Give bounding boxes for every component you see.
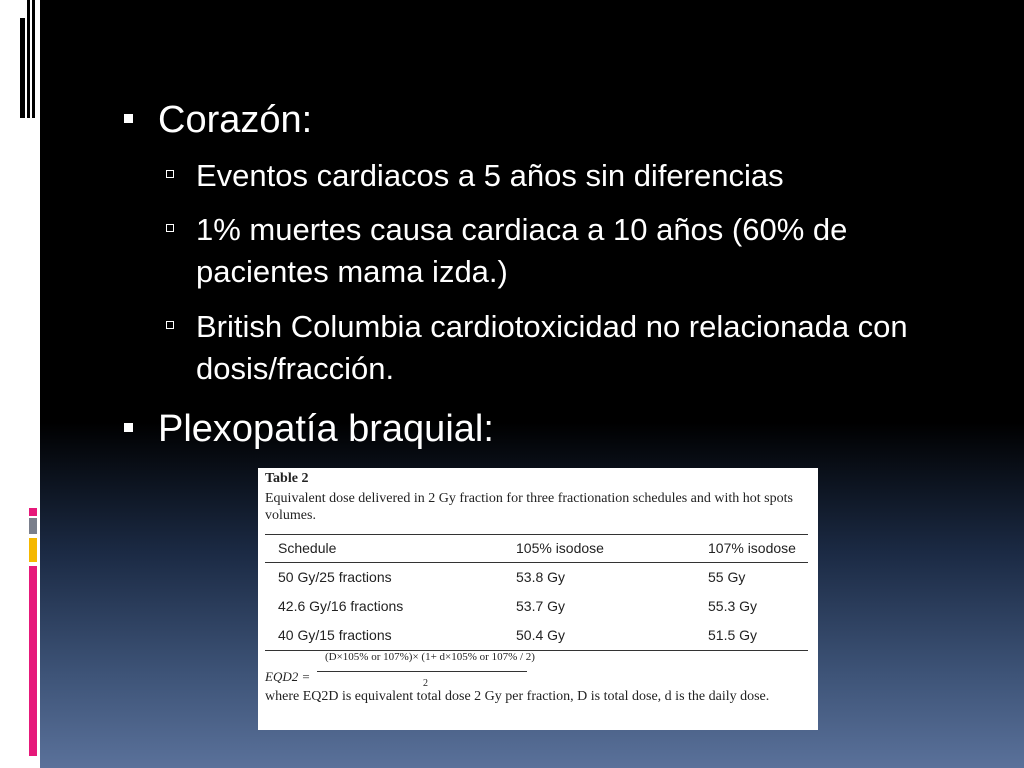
table-cell: 55.3 Gy — [708, 598, 758, 614]
table-header-105: 105% isodose — [516, 540, 604, 556]
table-cell: 50 Gy/25 fractions — [278, 569, 392, 585]
formula-lhs: EQD2 = — [265, 669, 311, 684]
item-british-columbia: British Columbia cardiotoxicidad no relacionada con dosis/fracción. — [196, 309, 908, 386]
table-caption: Equivalent dose delivered in 2 Gy fraction for three fractionation schedules and with hot spots volumes. — [265, 491, 793, 523]
heading-plexopatia: Plexopatía braquial: — [158, 408, 494, 450]
table-rule-header — [265, 562, 808, 563]
bullet-icon — [124, 114, 133, 123]
item-muertes: 1% muertes causa cardiaca a 10 años (60% de pacientes mama izda.) — [196, 212, 848, 289]
table-cell: 53.7 Gy — [516, 598, 566, 614]
table-header-schedule: Schedule — [278, 540, 337, 556]
table-header-107: 107% isodose — [708, 540, 796, 556]
sub-bullet-icon — [166, 224, 174, 232]
heading-corazon: Corazón: — [158, 99, 313, 141]
item-eventos: Eventos cardiacos a 5 años sin diferencias — [196, 158, 784, 193]
table-footnote: where EQ2D is equivalent total dose 2 Gy per fraction, D is total dose, d is the daily dose. — [265, 689, 770, 704]
table-cell: 50.4 Gy — [516, 627, 566, 643]
table-cell: 40 Gy/15 fractions — [278, 627, 392, 643]
bullet-icon — [124, 423, 133, 432]
table-rule-top — [265, 534, 808, 535]
table-cell: 51.5 Gy — [708, 627, 758, 643]
table-image — [258, 468, 818, 730]
table-cell: 55 Gy — [708, 569, 746, 585]
formula-fraction-bar — [317, 671, 527, 672]
table-cell: 42.6 Gy/16 fractions — [278, 598, 404, 614]
formula-numerator: (D×105% or 107%)× (1+ d×105% or 107% / 2) — [325, 651, 535, 663]
table-title: Table 2 — [265, 471, 309, 486]
table-cell: 53.8 Gy — [516, 569, 566, 585]
sub-bullet-icon — [166, 321, 174, 329]
sub-bullet-icon — [166, 170, 174, 178]
formula-denominator: 2 — [423, 678, 428, 689]
